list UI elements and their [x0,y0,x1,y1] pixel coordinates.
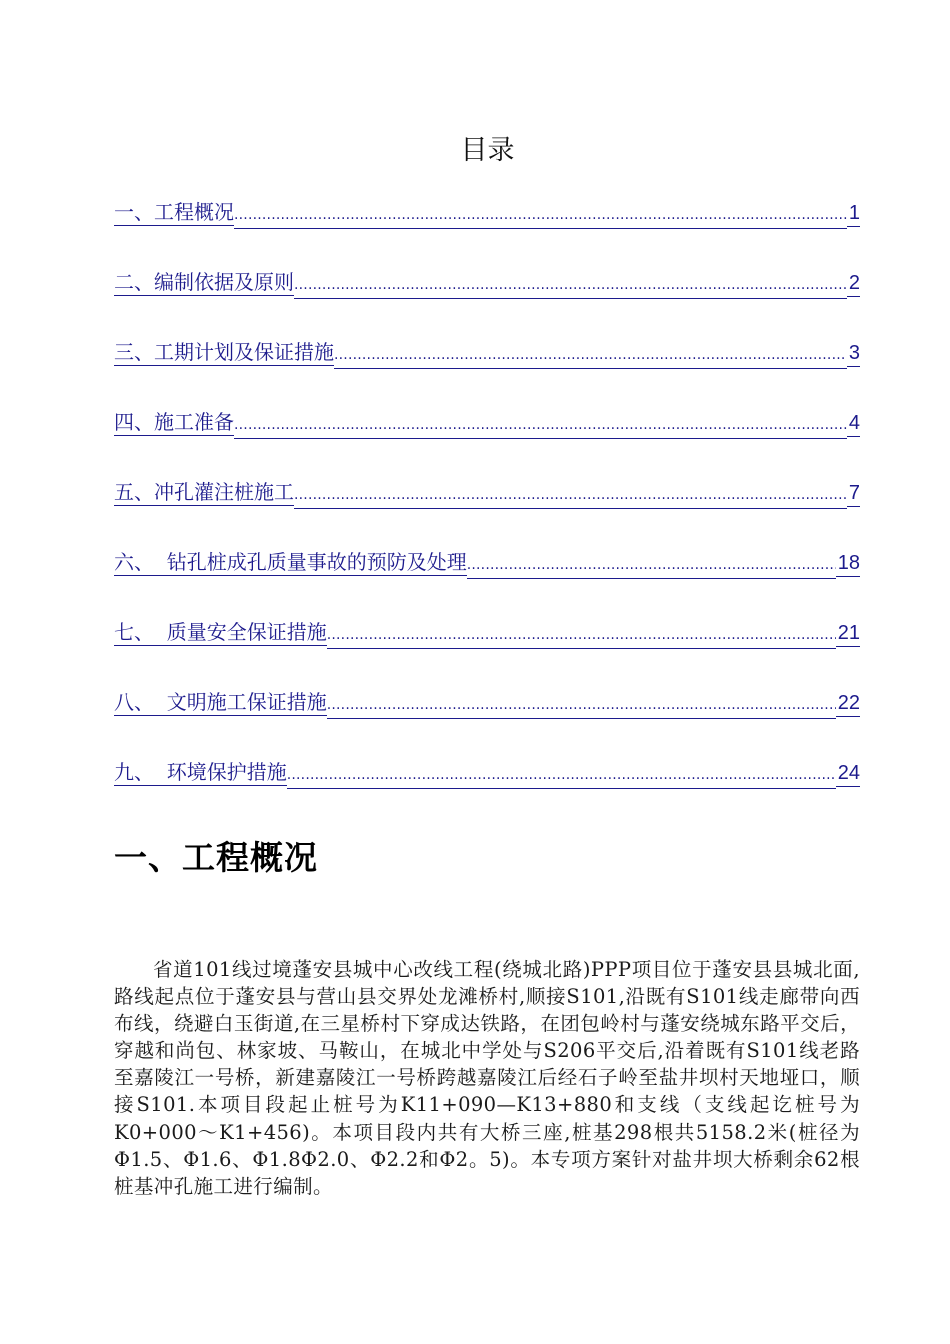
toc-entry-label[interactable]: 二、编制依据及原则 [114,270,294,294]
toc-entry-label[interactable]: 三、工期计划及保证措施 [114,340,334,364]
toc-leader-dots [327,694,836,719]
toc-entry-page[interactable]: 18 [836,551,860,577]
toc-leader-dots [294,484,847,509]
toc-entry-page[interactable]: 3 [847,341,860,367]
toc-leader-dots [327,624,836,649]
toc-entry[interactable] [114,480,860,550]
toc-entry-page[interactable]: 2 [847,271,860,297]
toc-entry-label[interactable]: 八、 文明施工保证措施 [114,690,327,714]
toc-leader-dots [334,344,847,369]
toc-entry-page[interactable]: 1 [847,201,860,227]
toc-entry-label[interactable]: 四、施工准备 [114,410,234,434]
toc-entry[interactable] [114,270,860,340]
toc-entry[interactable] [114,410,860,480]
toc-entry-label[interactable]: 五、冲孔灌注桩施工 [114,480,294,504]
table-of-contents [114,200,860,830]
toc-leader-dots [234,414,847,439]
body-paragraph: 省道101线过境蓬安县城中心改线工程(绕城北路)PPP项目位于蓬安县县城北面,路线起点位于蓬安县与营山县交界处龙滩桥村,顺接S101,沿既有S101线走廊带向西布线，绕避白玉街道,在三星桥村下穿成达铁路，在团包岭村与蓬安绕城东路平交后，穿越和尚包、林家坡、马鞍山，在城北中学处与S206平交后,沿着既有S101线老路至嘉陵江一号桥，新建嘉陵江一号桥跨越嘉陵江后经石子岭至盐井坝村天地垭口，顺接S101.本项目段起止桩号为K11+090—K13+880和支线（支线起讫桩号为K0+000～K1+456)。本项目段内共有大桥三座,桩基298根共5158.2米(桩径为Φ1.5、Φ1.6、Φ1.8Φ2.0、Φ2.2和Φ2。5)。本专项方案针对盐井坝大桥剩余62根桩基冲孔施工进行编制。 [114,958,860,1198]
toc-entry[interactable] [114,340,860,410]
toc-entry-label[interactable]: 六、 钻孔桩成孔质量事故的预防及处理 [114,550,467,574]
toc-leader-dots [234,204,847,229]
toc-entry[interactable] [114,200,860,270]
toc-entry[interactable] [114,620,860,690]
toc-entry[interactable] [114,760,860,830]
toc-entry-page[interactable]: 4 [847,411,860,437]
toc-entry-label[interactable]: 七、 质量安全保证措施 [114,620,327,644]
toc-entry[interactable] [114,690,860,760]
toc-leader-dots [287,764,836,789]
toc-entry-page[interactable]: 21 [836,621,860,647]
toc-entry[interactable] [114,550,860,620]
toc-entry-label[interactable]: 一、工程概况 [114,200,234,224]
toc-title: 目录 [460,135,515,166]
toc-leader-dots [294,274,847,299]
section-heading: 一、工程概况 [114,838,318,877]
toc-entry-page[interactable]: 24 [836,761,860,787]
toc-leader-dots [467,554,836,579]
toc-entry-label[interactable]: 九、 环境保护措施 [114,760,287,784]
toc-entry-page[interactable]: 7 [847,481,860,507]
toc-entry-page[interactable]: 22 [836,691,860,717]
